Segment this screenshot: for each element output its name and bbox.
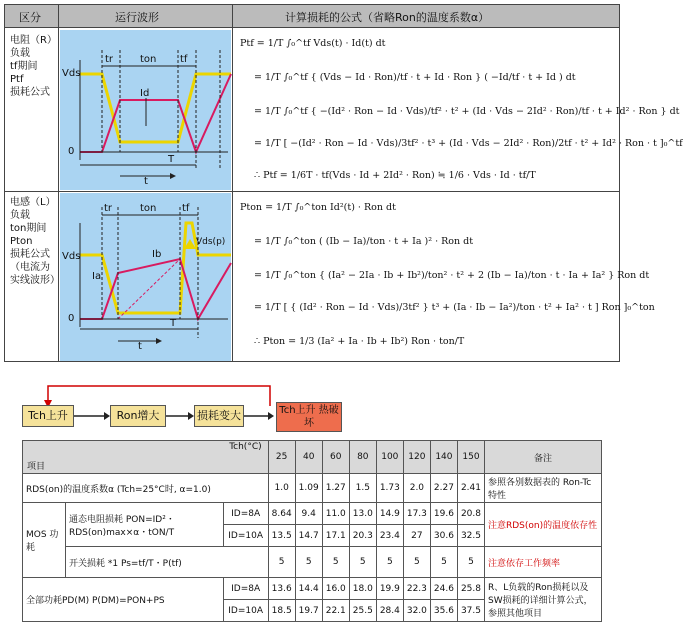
remark-cell: R、L负载的Ron损耗以及SW损耗的详细计算公式，参照其他项目 xyxy=(485,578,602,622)
label-tf: tf xyxy=(182,203,190,214)
table-cell: 5 xyxy=(457,547,484,578)
formula-line: ∴ Ptf = 1/6T · tf(Vds · Id + 2Id² · Ron) ≒ 1/6 · Vds · Id · tf/T xyxy=(254,170,536,181)
side-line: 电感（L） xyxy=(10,197,56,208)
flow-box-thermal-failure: Tch上升 热破坏 xyxy=(276,402,342,432)
table-cell: 32.5 xyxy=(457,525,484,547)
table-cell: 14.9 xyxy=(376,503,403,525)
label-zero: 0 xyxy=(68,146,75,157)
label-t: t xyxy=(138,341,142,352)
label-vdsp: Vds(p) xyxy=(196,237,226,247)
side-line: tf期间 xyxy=(10,61,38,72)
inductive-waveform-svg xyxy=(60,193,231,361)
table-cell: 28.4 xyxy=(376,600,403,622)
table-cell: 18.5 xyxy=(268,600,295,622)
resistive-waveform-plot xyxy=(60,30,231,190)
table-cell: 19.6 xyxy=(430,503,457,525)
formula-line: = 1/T [ { (Id² · Ron − Id · Vds)/3tf² } t³ + (Ia · Ib − Ia²)/ton · t² + Ia² · t ] Ron ]₀^ton xyxy=(254,302,655,313)
formula-table-header xyxy=(4,4,620,28)
label-vds: Vds xyxy=(62,251,81,262)
table-cell: 17.3 xyxy=(403,503,430,525)
label-tf: tf xyxy=(180,54,188,65)
temp-header: 120 xyxy=(403,441,430,474)
remark-cell: 注意RDS(on)的温度依存性 xyxy=(485,503,602,547)
temp-header: 80 xyxy=(349,441,376,474)
remarks-header: 备注 xyxy=(485,441,602,474)
table-cell: 13.0 xyxy=(349,503,376,525)
table-cell: 5 xyxy=(349,547,376,578)
table-cell: 22.3 xyxy=(403,578,430,600)
formula-line: Ptf = 1/T ∫₀^tf Vds(t) · Id(t) dt xyxy=(240,38,386,49)
table-cell: 14.4 xyxy=(295,578,322,600)
row-label: RDS(on)的温度系数α (Tch=25°C时, α=1.0) xyxy=(23,474,269,503)
table-cell: 2.41 xyxy=(457,474,484,503)
remark-cell: 注意依存工作频率 xyxy=(485,547,602,578)
temp-header: 40 xyxy=(295,441,322,474)
flow-box-tch-rise: Tch上升 xyxy=(22,405,74,427)
table-cell: 35.6 xyxy=(430,600,457,622)
feedback-arrow xyxy=(48,386,270,406)
cond-cell: ID=8A xyxy=(223,578,268,600)
table-cell: 5 xyxy=(295,547,322,578)
side-line: 损耗公式 xyxy=(10,87,50,98)
t-arrow-head xyxy=(156,338,162,344)
row2-side-label xyxy=(10,196,58,287)
label-ton: ton xyxy=(140,54,157,65)
formula-line: ∴ Pton = 1/3 (Ia² + Ia · Ib + Ib²) Ron · ton/T xyxy=(254,336,465,347)
side-line: 电阻（R） xyxy=(10,35,57,46)
table-cell: 23.4 xyxy=(376,525,403,547)
table-cell: 37.5 xyxy=(457,600,484,622)
cond-cell: ID=8A xyxy=(223,503,268,525)
header-waveform: 运行波形 xyxy=(115,11,159,24)
label-zero: 0 xyxy=(68,313,75,324)
table-cell: 18.0 xyxy=(349,578,376,600)
table-cell: 13.5 xyxy=(268,525,295,547)
table-cell: 2.0 xyxy=(403,474,430,503)
table-cell: 1.73 xyxy=(376,474,403,503)
header-formula: 计算损耗的公式（省略Ron的温度系数α） xyxy=(285,11,490,24)
header-category: 区分 xyxy=(19,11,41,24)
label-tr: tr xyxy=(104,203,113,214)
formula-line: = 1/T ∫₀^tf { (Vds − Id · Ron)/tf · t + Id · Ron } ( −Id/tf · t + Id ) dt xyxy=(254,72,576,83)
label-T: T xyxy=(170,318,177,329)
table-cell: 5 xyxy=(322,547,349,578)
row-label: 全部功耗PD(M) P(DM)=PON+PS xyxy=(23,578,224,622)
temp-header: 25 xyxy=(268,441,295,474)
table-cell: 13.6 xyxy=(268,578,295,600)
row-divider xyxy=(4,191,620,192)
label-ia: Ia xyxy=(92,271,102,282)
row1-side-label xyxy=(10,34,58,99)
corner-tch: Tch(°C) xyxy=(229,442,262,452)
flow-box-ron-increase: Ron增大 xyxy=(110,405,166,427)
flow-box-loss-increase: 损耗变大 xyxy=(194,405,244,427)
row-label: 通态电阻损耗 PON=ID²・RDS(on)max×α・tON/T xyxy=(66,503,224,547)
table-cell: 32.0 xyxy=(403,600,430,622)
table-cell: 1.09 xyxy=(295,474,322,503)
table-cell: 5 xyxy=(403,547,430,578)
table-cell: 9.4 xyxy=(295,503,322,525)
table-cell: 11.0 xyxy=(322,503,349,525)
table-cell: 16.0 xyxy=(322,578,349,600)
cond-cell: ID=10A xyxy=(223,600,268,622)
table-cell: 8.64 xyxy=(268,503,295,525)
table-cell: 5 xyxy=(376,547,403,578)
table-cell: 27 xyxy=(403,525,430,547)
side-line: （电流为 xyxy=(10,262,50,273)
side-line: Ptf xyxy=(10,74,24,85)
cond-cell: ID=10A xyxy=(223,525,268,547)
table-cell: 17.1 xyxy=(322,525,349,547)
table-cell: 22.1 xyxy=(322,600,349,622)
table-cell: 20.3 xyxy=(349,525,376,547)
remark-cell: 参照各别数据表的 Ron-Tc特性 xyxy=(485,474,602,503)
side-line: Pton xyxy=(10,236,33,247)
table-cell: 1.27 xyxy=(322,474,349,503)
side-line: 实线波形） xyxy=(10,275,60,286)
formula-line: Pton = 1/T ∫₀^ton Id²(t) · Ron dt xyxy=(240,202,396,213)
table-cell: 1.0 xyxy=(268,474,295,503)
formula-line: = 1/T [ −(Id² · Ron − Id · Vds)/3tf² · t³ + (Id · Vds − 2Id² · Ron)/2tf · t² + Id² · Ron · t ]₀^tf xyxy=(254,138,683,149)
table-cell: 30.6 xyxy=(430,525,457,547)
table-cell: 19.9 xyxy=(376,578,403,600)
formula-line: = 1/T ∫₀^tf { −(Id² · Ron − Id · Vds)/tf² · t² + (Id · Vds − 2Id² · Ron)/tf · t + Id² · Ron } dt xyxy=(254,106,680,117)
label-tr: tr xyxy=(105,54,114,65)
formula-line: = 1/T ∫₀^ton ( (Ib − Ia)/ton · t + Ia )² · Ron dt xyxy=(254,236,474,247)
inductive-waveform-plot xyxy=(60,193,231,361)
row-label: 开关损耗 *1 Ps=tf/T・P(tf) xyxy=(66,547,269,578)
id-trace xyxy=(80,259,231,319)
col-divider xyxy=(232,4,233,362)
table-cell: 24.6 xyxy=(430,578,457,600)
table-cell: 20.8 xyxy=(457,503,484,525)
label-T: T xyxy=(168,154,175,165)
table-cell: 5 xyxy=(268,547,295,578)
label-ton: ton xyxy=(140,203,157,214)
corner-item: 项目 xyxy=(27,462,46,472)
formula-table xyxy=(4,4,683,362)
id-trace xyxy=(80,74,231,152)
table-cell: 25.5 xyxy=(349,600,376,622)
label-vds: Vds xyxy=(62,68,81,79)
temp-header: 150 xyxy=(457,441,484,474)
id-dashed-trace xyxy=(118,259,180,319)
loss-table xyxy=(22,440,602,622)
label-t: t xyxy=(144,176,148,187)
label-ib: Ib xyxy=(152,249,162,260)
formula-line: = 1/T ∫₀^ton { (Ia² − 2Ia · Ib + Ib²)/ton² · t² + 2 (Ib − Ia)/ton · t · Ia + Ia² } Ron dt xyxy=(254,270,650,281)
side-line: 负载 xyxy=(10,48,30,59)
flow-arrow-head xyxy=(268,412,274,420)
vds-trace xyxy=(80,74,231,142)
corner-cell xyxy=(23,441,269,474)
table-cell: 2.27 xyxy=(430,474,457,503)
table-cell: 5 xyxy=(430,547,457,578)
temp-header: 140 xyxy=(430,441,457,474)
table-cell: 1.5 xyxy=(349,474,376,503)
side-line: ton期间 xyxy=(10,223,47,234)
label-id: Id xyxy=(140,88,150,99)
col-divider xyxy=(58,4,59,362)
table-cell: 14.7 xyxy=(295,525,322,547)
t-arrow-head xyxy=(170,173,176,179)
side-line: 负载 xyxy=(10,210,30,221)
table-cell: 19.7 xyxy=(295,600,322,622)
temp-header: 60 xyxy=(322,441,349,474)
side-line: 损耗公式 xyxy=(10,249,50,260)
table-cell: 25.8 xyxy=(457,578,484,600)
temp-header: 100 xyxy=(376,441,403,474)
mos-label: MOS 功耗 xyxy=(23,503,66,578)
